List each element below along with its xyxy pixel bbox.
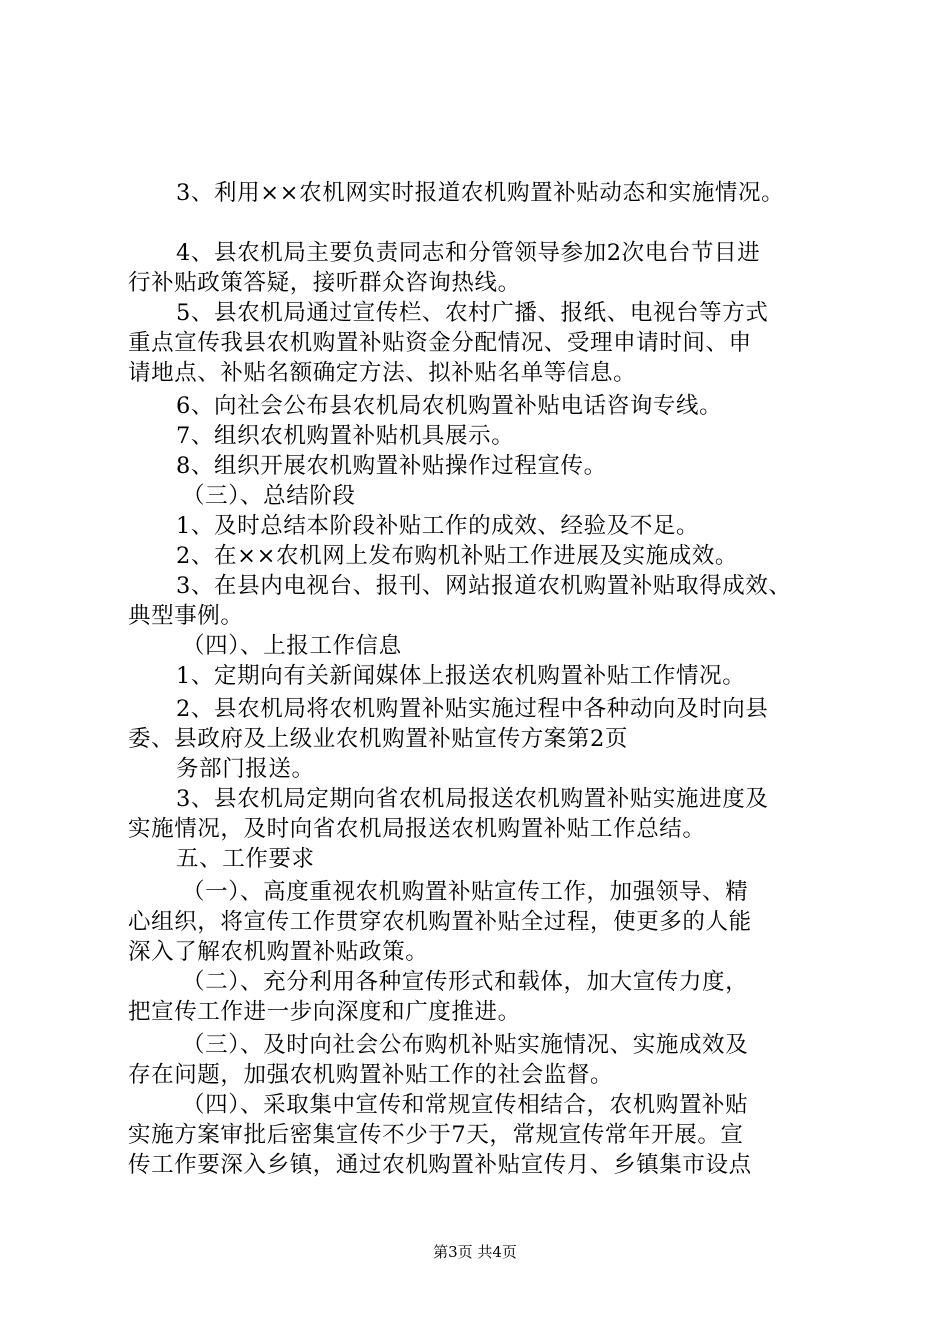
text-line: 4、县农机局主要负责同志和分管领导参加2次电台节目进 — [176, 240, 761, 266]
section-heading: （四）、上报工作信息 — [182, 633, 402, 659]
text-line: 务部门报送。 — [176, 756, 315, 782]
text-line: 3、利用××农机网实时报道农机购置补贴动态和实施情况。 — [176, 180, 785, 206]
text-line: 委、县政府及上级业农机购置补贴宣传方案第2页 — [128, 726, 629, 752]
text-line: 把宣传工作进一步向深度和广度推进。 — [128, 999, 521, 1025]
text-line: 传工作要深入乡镇，通过农机购置补贴宣传月、乡镇集市设点 — [128, 1152, 752, 1178]
text-line: 1、及时总结本阶段补贴工作的成效、经验及不足。 — [176, 513, 700, 539]
text-line: 深入了解农机购置补贴政策。 — [128, 939, 429, 965]
page-footer: 第3页 共4页 — [433, 1243, 517, 1261]
section-heading: （三）、总结阶段 — [182, 483, 356, 509]
text-line: 实施方案审批后密集宣传不少于7天，常规宣传常年开展。宣 — [128, 1122, 744, 1148]
text-line: 典型事例。 — [128, 603, 244, 629]
text-line: 8、组织开展农机购置补贴操作过程宣传。 — [176, 453, 607, 479]
text-line: 请地点、补贴名额确定方法、拟补贴名单等信息。 — [128, 360, 637, 386]
text-line: 1、定期向有关新闻媒体上报送农机购置补贴工作情况。 — [176, 663, 746, 689]
text-line: 2、在××农机网上发布购机补贴工作进展及实施成效。 — [176, 543, 739, 569]
section-heading: 五、工作要求 — [176, 846, 315, 872]
text-line: （二）、充分利用各种宣传形式和载体，加大宣传力度， — [182, 969, 749, 995]
text-line: 3、在县内电视台、报刊、网站报道农机购置补贴取得成效、 — [176, 573, 792, 599]
text-line: 心组织，将宣传工作贯穿农机购置补贴全过程，使更多的人能 — [128, 909, 752, 935]
text-line: 2、县农机局将农机购置补贴实施过程中各种动向及时向县 — [176, 696, 769, 722]
text-line: 5、县农机局通过宣传栏、农村广播、报纸、电视台等方式 — [176, 300, 769, 326]
text-line: 重点宣传我县农机购置补贴资金分配情况、受理申请时间、申 — [128, 330, 752, 356]
text-line: （四）、采取集中宣传和常规宣传相结合，农机购置补贴 — [182, 1092, 749, 1118]
text-line: 存在问题，加强农机购置补贴工作的社会监督。 — [128, 1062, 614, 1088]
text-line: （三）、及时向社会公布购机补贴实施情况、实施成效及 — [182, 1032, 749, 1058]
text-line: 实施情况，及时向省农机局报送农机购置补贴工作总结。 — [128, 816, 706, 842]
text-line: 行补贴政策答疑，接听群众咨询热线。 — [128, 270, 521, 296]
text-line: 7、组织农机购置补贴机具展示。 — [176, 423, 515, 449]
text-line: （一）、高度重视农机购置补贴宣传工作，加强领导、精 — [182, 879, 749, 905]
text-line: 3、县农机局定期向省农机局报送农机购置补贴实施进度及 — [176, 786, 769, 812]
text-line: 6、向社会公布县农机局农机购置补贴电话咨询专线。 — [176, 393, 723, 419]
